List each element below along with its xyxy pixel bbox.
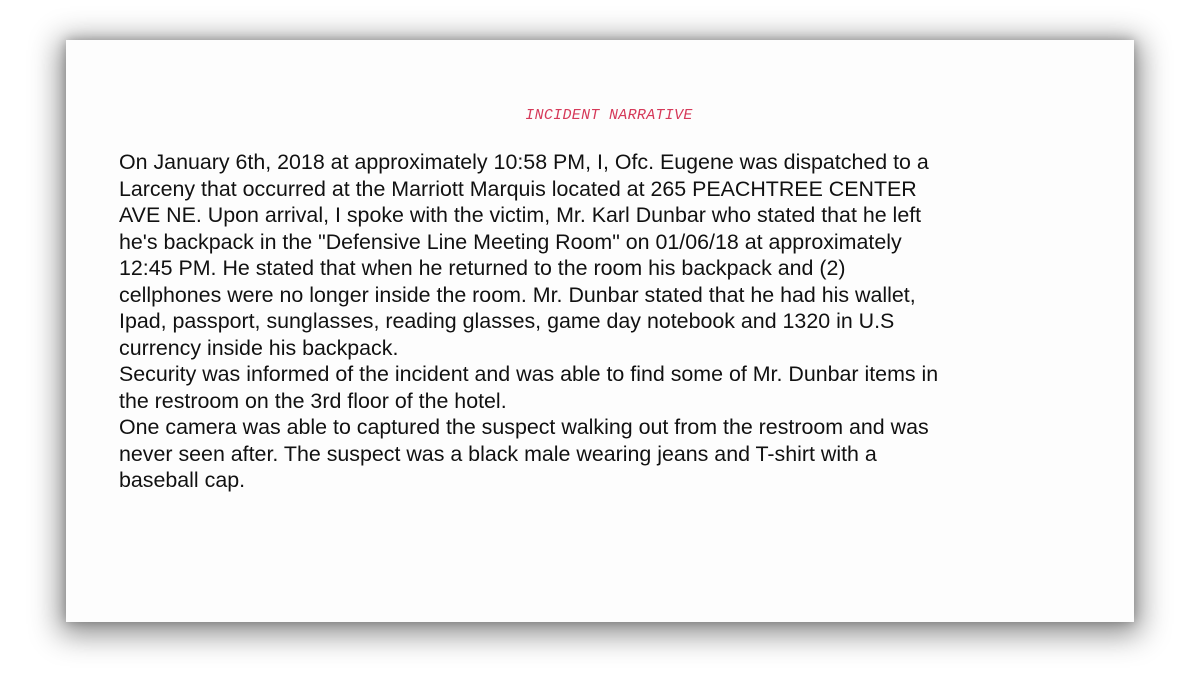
- narrative-line: AVE NE. Upon arrival, I spoke with the victim, Mr. Karl Dunbar who stated that he left: [119, 203, 922, 227]
- narrative-line: currency inside his backpack.: [119, 335, 399, 360]
- narrative-line: the restroom on the 3rd floor of the hotel.: [119, 388, 507, 413]
- narrative-line: baseball cap.: [119, 468, 246, 492]
- narrative-line: Larceny that occurred at the Marriott Marquis located at 265 PEACHTREE CENTER: [119, 176, 917, 201]
- narrative-line: Security was informed of the incident and was able to find some of Mr. Dunbar items in: [119, 362, 939, 386]
- document-page: [66, 40, 1134, 622]
- narrative-line: 12:45 PM. He stated that when he returned to the room his backpack and (2): [119, 256, 846, 280]
- narrative-line: cellphones were no longer inside the room. Mr. Dunbar stated that he had his wallet,: [119, 282, 916, 307]
- narrative-line: never seen after. The suspect was a black male wearing jeans and T-shirt with a: [119, 441, 877, 466]
- narrative-heading: INCIDENT NARRATIVE: [525, 107, 693, 124]
- narrative-line: One camera was able to captured the suspect walking out from the restroom and was: [119, 415, 929, 439]
- narrative-line: he's backpack in the "Defensive Line Meeting Room" on 01/06/18 at approximately: [119, 229, 902, 254]
- narrative-body: [119, 149, 1119, 494]
- narrative-line: Ipad, passport, sunglasses, reading glasses, game day notebook and 1320 in U.S: [119, 309, 895, 333]
- narrative-line: On January 6th, 2018 at approximately 10:58 PM, I, Ofc. Eugene was dispatched to a: [119, 150, 929, 174]
